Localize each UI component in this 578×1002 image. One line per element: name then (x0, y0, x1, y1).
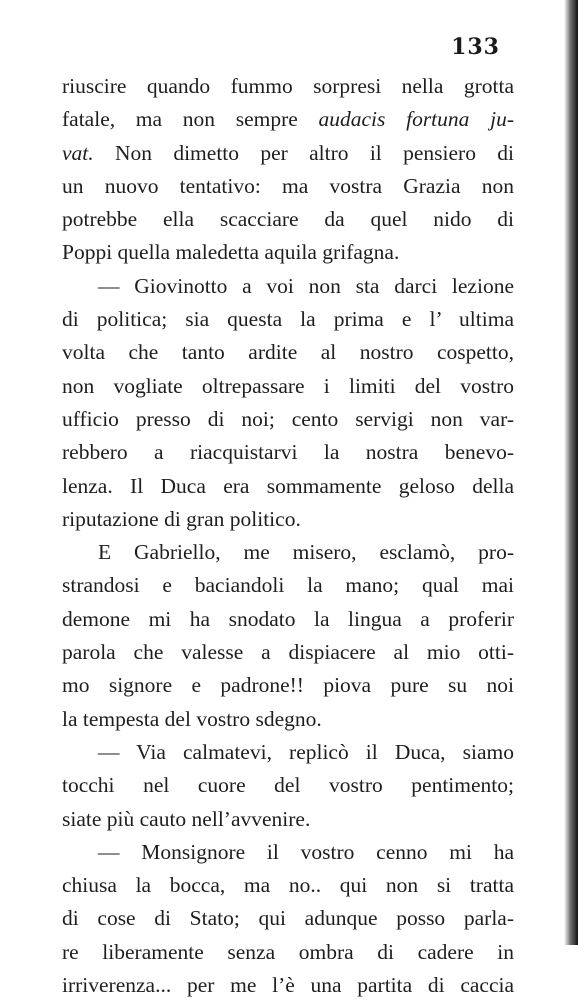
text-line: di politica; sia questa la prima e l’ ultima (62, 307, 514, 332)
text-line: lenza. Il Duca era sommamente geloso della (62, 473, 514, 498)
text-line: — Monsignore il vostro cenno mi ha (98, 839, 514, 864)
text-line: demone mi ha snodato la lingua a proferir (62, 606, 514, 631)
text-line: E Gabriello, me misero, esclamò, pro- (98, 540, 514, 565)
text-run: fatale, ma non sempre (62, 107, 319, 132)
text-line: riuscire quando fummo sorpresi nella grotta (62, 74, 514, 98)
latin-quote: audacis fortuna ju- (318, 107, 514, 132)
text-line: riputazione di gran politico. (62, 506, 301, 531)
text-line: rebbero a riacquistarvi la nostra benevo- (62, 440, 514, 465)
text-line: tocchi nel cuore del vostro pentimento; (62, 773, 514, 798)
text-line: irriverenza... per me l’è una partita di caccia (62, 973, 514, 998)
text-line: mo signore e padrone!! piova pure su noi (62, 673, 514, 698)
text-line: volta che tanto ardite al nostro cospetto, (62, 340, 514, 365)
text-line: Poppi quella maledetta aquila grifagna. (62, 240, 400, 265)
text-line: un nuovo tentativo: ma vostra Grazia non (62, 173, 514, 198)
text-line: siate più cauto nell’avvenire. (62, 806, 311, 831)
text-line: parola che valesse a dispiacere al mio otti- (62, 640, 514, 665)
latin-quote: vat. (62, 140, 94, 165)
text-line (62, 137, 514, 170)
text-run: Non dimetto per altro il pensiero di (93, 140, 514, 165)
text-line: di cose di Stato; qui adunque posso parla- (62, 906, 514, 931)
text-line: la tempesta del vostro sdegno. (62, 706, 322, 731)
text-line (62, 103, 514, 136)
text-line: non vogliate oltrepassare i limiti del vostro (62, 373, 514, 398)
page-number: 133 (451, 34, 500, 60)
text-line: re liberamente senza ombra di cadere in (62, 939, 514, 964)
text-line: chiusa la bocca, ma no.. qui non si tratta (62, 873, 514, 898)
text-line: — Giovinotto a voi non sta darci lezione (98, 273, 514, 298)
text-line: — Via calmatevi, replicò il Duca, siamo (98, 739, 514, 764)
text-line: ufficio presso di noi; cento servigi non var- (62, 406, 514, 431)
text-line: potrebbe ella scacciare da quel nido di (62, 207, 514, 232)
page-edge-shadow (564, 0, 578, 945)
text-line: strandosi e baciandoli la mano; qual mai (62, 573, 514, 598)
body-text (62, 70, 514, 1002)
